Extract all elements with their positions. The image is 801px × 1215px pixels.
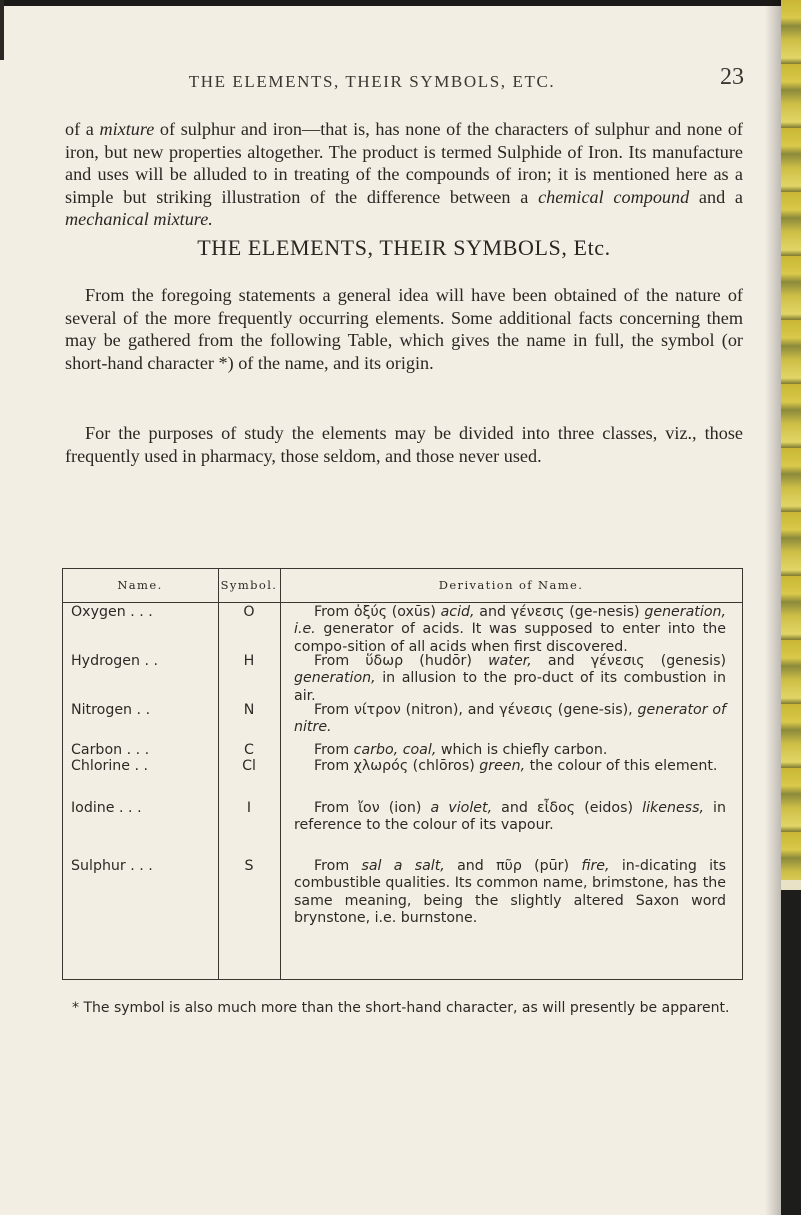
paragraph-mixture <box>65 118 743 231</box>
book-spine-dark <box>781 880 801 1215</box>
derivation-text: and <box>492 800 537 816</box>
table-cell-symbol: O <box>243 604 255 620</box>
table-cell-derivation <box>294 604 726 656</box>
footnote: * The symbol is also much more than the short-hand character, as will presently be apparent. <box>72 1000 730 1016</box>
header-name: Name. <box>117 578 163 592</box>
text: and a <box>689 186 743 207</box>
derivation-italic: a violet, <box>430 800 493 816</box>
derivation-text: From <box>314 653 366 669</box>
derivation-text: generator of acids. It was supposed to enter into the compo-sition of all acids when first discovered. <box>294 621 726 655</box>
derivation-italic: likeness, <box>642 800 704 816</box>
derivation-text: From <box>314 758 354 774</box>
derivation-text: (chlōros) <box>408 758 480 774</box>
derivation-text: γένεσις <box>590 653 645 669</box>
derivation-text: πῦρ <box>496 858 522 874</box>
derivation-text: From <box>314 742 354 758</box>
derivation-text: χλωρός <box>353 758 409 774</box>
derivation-text: ὀξύς <box>353 604 388 620</box>
derivation-text: (ion) <box>379 800 431 816</box>
derivation-text: (nitron), and <box>400 702 500 718</box>
running-head <box>0 64 744 96</box>
section-heading: THE ELEMENTS, THEIR SYMBOLS, Etc. <box>197 235 611 260</box>
table-header-rule <box>62 602 743 603</box>
italic-text: mechanical mixture. <box>65 209 213 230</box>
table-cell-symbol: I <box>246 800 252 816</box>
binding-shadow <box>765 0 781 1215</box>
derivation-text: (oxūs) <box>387 604 441 620</box>
paragraph-intro: From the foregoing statements a general idea will have been obtained of the nature of several of the more frequently occurring elements. Some additional facts concerning them may be gathered from the following Table, which gives the name in full, the symbol (or short-hand character *) of the name, and its origin. <box>65 285 743 373</box>
table-left-rule <box>62 568 63 980</box>
derivation-text: which is chiefly carbon. <box>436 742 608 758</box>
table-top-rule <box>62 568 743 569</box>
table-cell-name: Nitrogen . . <box>71 702 151 718</box>
header-derivation: Derivation of Name. <box>438 578 584 592</box>
running-title: THE ELEMENTS, THEIR SYMBOLS, ETC. <box>188 72 556 91</box>
derivation-text: and <box>474 604 511 620</box>
derivation-italic: carbo, coal, <box>353 742 437 758</box>
derivation-text: (genesis) <box>644 653 726 669</box>
text: of a <box>65 119 100 139</box>
derivation-text: ὕδωρ <box>365 653 404 669</box>
derivation-italic: generator of nitre. <box>294 702 726 736</box>
derivation-text: γένεσις <box>499 702 553 718</box>
page-number: 23 <box>720 64 744 90</box>
derivation-italic: water, <box>488 653 532 669</box>
table-cell-name: Sulphur . . . <box>71 858 153 874</box>
table-cell-derivation <box>294 800 726 835</box>
table-cell-name: Chlorine . . <box>71 758 149 774</box>
table-cell-derivation <box>294 858 726 927</box>
derivation-text: (pūr) <box>521 858 582 874</box>
page-edge-corner <box>0 0 4 60</box>
derivation-italic: acid, <box>440 604 475 620</box>
table-cell-symbol: C <box>244 742 254 758</box>
derivation-italic: green, <box>479 758 526 774</box>
derivation-text: νίτρον <box>353 702 401 718</box>
table-bottom-rule <box>62 979 743 980</box>
derivation-text: (eidos) <box>575 800 643 816</box>
derivation-text: From <box>314 858 362 874</box>
header-symbol: Symbol. <box>220 578 278 592</box>
derivation-italic: sal a salt, <box>361 858 445 874</box>
page-edge-shadow <box>0 0 801 6</box>
table-cell-name: Hydrogen . . <box>71 653 159 669</box>
table-cell-derivation <box>294 702 726 737</box>
table-cell-name: Iodine . . . <box>71 800 142 816</box>
book-spine-band <box>781 880 801 890</box>
table-cell-symbol: N <box>243 702 255 718</box>
derivation-text: εἶδος <box>536 800 576 816</box>
derivation-italic: fire, <box>581 858 610 874</box>
elements-table <box>62 568 743 980</box>
table-cell-name: Oxygen . . . <box>71 604 153 620</box>
derivation-text: and <box>444 858 497 874</box>
paragraph-classes: For the purposes of study the elements may be divided into three classes, viz., those frequently used in pharmacy, those seldom, and those never used. <box>65 423 743 466</box>
derivation-text: From <box>314 800 359 816</box>
table-cell-derivation <box>294 653 726 705</box>
derivation-text: γένεσις <box>510 604 565 620</box>
derivation-text: and <box>531 653 591 669</box>
table-cell-symbol: Cl <box>242 758 256 774</box>
derivation-italic: generation, i.e. <box>294 604 726 638</box>
text: of sulphur and iron—that is, has none of the characters of sulphur and none of iron, but new properties altogether. The product is termed Sulphide of Iron. Its manufacture and uses will be alluded to in treating of the compounds of iron; it is mentioned here as a simple but striking illustration of the difference between a <box>65 119 743 207</box>
table-col-rule-2 <box>280 568 281 980</box>
derivation-text: the colour of this element. <box>525 758 718 774</box>
table-cell-name: Carbon . . . <box>71 742 150 758</box>
italic-text: mixture <box>99 119 155 139</box>
derivation-text: in allusion to the pro-duct of its combustion in air. <box>294 670 726 704</box>
derivation-text: From <box>314 604 354 620</box>
derivation-text: (gene-sis), <box>552 702 638 718</box>
derivation-text: in reference to the colour of its vapour. <box>294 800 726 834</box>
derivation-text: (ge-nesis) <box>564 604 645 620</box>
derivation-text: in-dicating its combustible qualities. Its common name, brimstone, has the same meaning, being the slightly altered Saxon word brynstone, i.e. burnstone. <box>294 858 727 926</box>
table-cell-derivation <box>294 742 726 759</box>
table-cell-derivation <box>294 758 726 775</box>
table-right-rule <box>742 568 743 980</box>
derivation-text: From <box>314 702 354 718</box>
derivation-text: ἴον <box>358 800 380 816</box>
derivation-italic: generation, <box>294 670 376 687</box>
italic-text: chemical compound <box>538 186 690 207</box>
derivation-text: (hudōr) <box>403 653 489 669</box>
table-cell-symbol: S <box>244 858 254 874</box>
table-cell-symbol: H <box>243 653 255 669</box>
